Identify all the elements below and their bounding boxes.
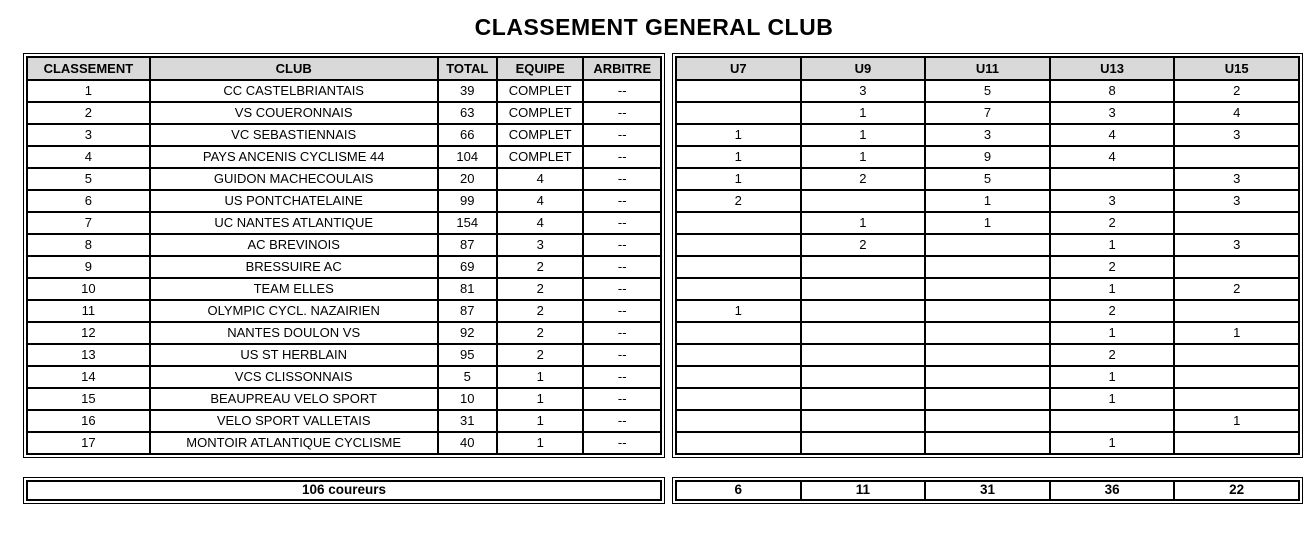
table-cell: TEAM ELLES (150, 278, 438, 300)
table-row (27, 410, 661, 432)
table-cell: 1 (676, 146, 801, 168)
table-cell: -- (583, 388, 661, 410)
table-cell (801, 322, 926, 344)
table-cell: OLYMPIC CYCL. NAZAIRIEN (150, 300, 438, 322)
table-cell (676, 344, 801, 366)
category-counts-table (675, 56, 1300, 455)
table-cell: 1 (1174, 322, 1299, 344)
table-cell: 63 (438, 102, 497, 124)
table-cell: -- (583, 102, 661, 124)
table-cell: -- (583, 124, 661, 146)
table-cell (925, 344, 1050, 366)
table-cell (1174, 300, 1299, 322)
table-row (27, 256, 661, 278)
table-cell: 2 (497, 322, 584, 344)
table-cell: BEAUPREAU VELO SPORT (150, 388, 438, 410)
table-cell: 3 (1174, 124, 1299, 146)
table-row (676, 300, 1299, 322)
table-cell (676, 278, 801, 300)
table-cell: 104 (438, 146, 497, 168)
table-row (27, 212, 661, 234)
table-cell (801, 344, 926, 366)
table-row (27, 300, 661, 322)
table-cell: GUIDON MACHECOULAIS (150, 168, 438, 190)
table-cell: VS COUERONNAIS (150, 102, 438, 124)
table-cell: 4 (497, 168, 584, 190)
table-row (676, 410, 1299, 432)
category-total-value: 36 (1050, 481, 1175, 500)
table-cell: 4 (27, 146, 150, 168)
table-cell (925, 322, 1050, 344)
table-cell (676, 388, 801, 410)
table-row (676, 212, 1299, 234)
table-cell (801, 366, 926, 388)
category-counts-table-block (672, 53, 1303, 458)
table-cell: 3 (1174, 234, 1299, 256)
table-row (676, 124, 1299, 146)
table-row (676, 278, 1299, 300)
table-cell: 1 (1050, 278, 1175, 300)
table-row (676, 146, 1299, 168)
column-header: EQUIPE (497, 57, 584, 80)
table-cell: AC BREVINOIS (150, 234, 438, 256)
table-cell: 9 (925, 146, 1050, 168)
table-cell: 3 (27, 124, 150, 146)
table-cell (1174, 432, 1299, 454)
table-cell: -- (583, 212, 661, 234)
table-cell: 2 (676, 190, 801, 212)
club-ranking-table-block (23, 53, 665, 458)
table-cell: 40 (438, 432, 497, 454)
table-cell (801, 256, 926, 278)
table-cell: 16 (27, 410, 150, 432)
table-cell: 2 (1174, 278, 1299, 300)
total-riders-table (26, 480, 662, 501)
table-cell: 1 (925, 190, 1050, 212)
table-cell: 2 (801, 234, 926, 256)
table-cell (801, 190, 926, 212)
table-cell: -- (583, 234, 661, 256)
footer-row (676, 481, 1299, 500)
table-cell: 10 (27, 278, 150, 300)
table-cell: 4 (1174, 102, 1299, 124)
table-row (676, 366, 1299, 388)
table-cell: 1 (497, 410, 584, 432)
category-totals-table (675, 480, 1300, 501)
table-cell: COMPLET (497, 146, 584, 168)
table-cell (676, 234, 801, 256)
table-cell: UC NANTES ATLANTIQUE (150, 212, 438, 234)
table-cell: 39 (438, 80, 497, 102)
table-row (676, 344, 1299, 366)
table-cell: COMPLET (497, 102, 584, 124)
table-cell: 8 (1050, 80, 1175, 102)
table-cell: 3 (1174, 168, 1299, 190)
table-cell (676, 80, 801, 102)
table-row (27, 146, 661, 168)
table-cell: -- (583, 344, 661, 366)
table-cell: 1 (676, 124, 801, 146)
table-cell (676, 212, 801, 234)
table-cell: 5 (27, 168, 150, 190)
table-cell: 1 (497, 432, 584, 454)
table-cell (925, 256, 1050, 278)
table-cell: PAYS ANCENIS CYCLISME 44 (150, 146, 438, 168)
table-cell (925, 300, 1050, 322)
table-row (27, 344, 661, 366)
table-cell (925, 432, 1050, 454)
category-totals-block (672, 477, 1303, 504)
table-cell: 31 (438, 410, 497, 432)
table-cell: 12 (27, 322, 150, 344)
table-cell: 5 (925, 80, 1050, 102)
table-cell: VELO SPORT VALLETAIS (150, 410, 438, 432)
table-cell: 11 (27, 300, 150, 322)
table-row (676, 190, 1299, 212)
table-cell: -- (583, 168, 661, 190)
table-cell: 92 (438, 322, 497, 344)
table-cell: 87 (438, 234, 497, 256)
table-cell: 13 (27, 344, 150, 366)
table-cell: MONTOIR ATLANTIQUE CYCLISME (150, 432, 438, 454)
table-cell: 2 (1174, 80, 1299, 102)
table-cell: 81 (438, 278, 497, 300)
table-cell (1174, 344, 1299, 366)
category-total-value: 31 (925, 481, 1050, 500)
footer-row (27, 481, 661, 500)
table-cell: 66 (438, 124, 497, 146)
table-row (676, 168, 1299, 190)
table-cell: -- (583, 256, 661, 278)
table-cell (925, 410, 1050, 432)
table-cell (925, 366, 1050, 388)
table-cell (1174, 146, 1299, 168)
column-header: U13 (1050, 57, 1175, 80)
category-total-value: 22 (1174, 481, 1299, 500)
table-cell (801, 388, 926, 410)
column-header: U7 (676, 57, 801, 80)
table-row (27, 80, 661, 102)
table-row (676, 256, 1299, 278)
table-cell (676, 366, 801, 388)
table-cell (801, 432, 926, 454)
table-cell: -- (583, 190, 661, 212)
table-row (676, 388, 1299, 410)
table-cell: 99 (438, 190, 497, 212)
table-row (27, 190, 661, 212)
table-cell: 2 (497, 278, 584, 300)
table-row (27, 234, 661, 256)
table-cell (1174, 212, 1299, 234)
table-cell: 2 (1050, 300, 1175, 322)
table-cell: US PONTCHATELAINE (150, 190, 438, 212)
table-cell: 8 (27, 234, 150, 256)
table-cell: US ST HERBLAIN (150, 344, 438, 366)
table-cell: CC CASTELBRIANTAIS (150, 80, 438, 102)
table-cell: 3 (801, 80, 926, 102)
table-cell: COMPLET (497, 124, 584, 146)
table-cell: 1 (801, 124, 926, 146)
table-cell: 2 (497, 256, 584, 278)
table-cell: BRESSUIRE AC (150, 256, 438, 278)
table-cell: -- (583, 80, 661, 102)
table-cell: 3 (1050, 102, 1175, 124)
table-cell: 1 (1050, 366, 1175, 388)
table-row (676, 234, 1299, 256)
table-cell: 2 (27, 102, 150, 124)
table-cell: 1 (27, 80, 150, 102)
table-cell: 69 (438, 256, 497, 278)
table-cell: 10 (438, 388, 497, 410)
table-cell: VCS CLISSONNAIS (150, 366, 438, 388)
club-ranking-table (26, 56, 662, 455)
table-cell: COMPLET (497, 80, 584, 102)
table-cell (925, 388, 1050, 410)
table-row (676, 432, 1299, 454)
table-cell (676, 410, 801, 432)
table-cell: 3 (925, 124, 1050, 146)
table-cell: 2 (497, 300, 584, 322)
table-cell: -- (583, 410, 661, 432)
table-cell: -- (583, 300, 661, 322)
table-cell: 17 (27, 432, 150, 454)
column-header: U9 (801, 57, 926, 80)
table-cell: 2 (801, 168, 926, 190)
table-cell: 20 (438, 168, 497, 190)
table-row (27, 388, 661, 410)
table-cell (801, 410, 926, 432)
table-cell: 2 (1050, 344, 1175, 366)
table-row (676, 80, 1299, 102)
table-cell (1174, 366, 1299, 388)
table-cell: -- (583, 322, 661, 344)
table-row (27, 366, 661, 388)
header-row (676, 57, 1299, 80)
table-cell (1050, 410, 1175, 432)
column-header: TOTAL (438, 57, 497, 80)
table-cell: 4 (497, 190, 584, 212)
table-cell: 7 (925, 102, 1050, 124)
table-cell: 5 (438, 366, 497, 388)
table-cell: 3 (1050, 190, 1175, 212)
table-row (27, 432, 661, 454)
table-cell: 2 (1050, 256, 1175, 278)
table-cell: 1 (1050, 388, 1175, 410)
column-header: CLASSEMENT (27, 57, 150, 80)
table-cell: 1 (801, 102, 926, 124)
table-cell: 2 (497, 344, 584, 366)
table-cell: 9 (27, 256, 150, 278)
total-riders-block (23, 477, 665, 504)
table-cell (676, 322, 801, 344)
category-total-value: 6 (676, 481, 801, 500)
table-cell: -- (583, 432, 661, 454)
table-cell: -- (583, 146, 661, 168)
table-cell (801, 300, 926, 322)
table-row (27, 124, 661, 146)
table-row (27, 102, 661, 124)
table-cell: NANTES DOULON VS (150, 322, 438, 344)
table-cell: 1 (676, 168, 801, 190)
table-cell (676, 102, 801, 124)
table-cell: 1 (801, 146, 926, 168)
table-cell: 4 (1050, 124, 1175, 146)
table-cell: 1 (676, 300, 801, 322)
page-title: CLASSEMENT GENERAL CLUB (474, 14, 834, 40)
column-header: U15 (1174, 57, 1299, 80)
table-cell: 3 (497, 234, 584, 256)
column-header: CLUB (150, 57, 438, 80)
table-cell: 4 (497, 212, 584, 234)
table-cell: -- (583, 366, 661, 388)
table-cell: 1 (925, 212, 1050, 234)
table-row (27, 168, 661, 190)
table-cell: 87 (438, 300, 497, 322)
table-cell: 1 (1050, 234, 1175, 256)
table-cell (676, 432, 801, 454)
table-cell: 7 (27, 212, 150, 234)
table-cell: 1 (1050, 432, 1175, 454)
table-cell (1050, 168, 1175, 190)
table-cell: 1 (801, 212, 926, 234)
table-cell: 5 (925, 168, 1050, 190)
table-cell: 1 (497, 366, 584, 388)
header-row (27, 57, 661, 80)
table-cell (925, 278, 1050, 300)
table-cell: 2 (1050, 212, 1175, 234)
table-cell (801, 278, 926, 300)
table-row (27, 278, 661, 300)
table-cell: 3 (1174, 190, 1299, 212)
table-cell: 1 (1050, 322, 1175, 344)
table-row (676, 322, 1299, 344)
table-cell: VC SEBASTIENNAIS (150, 124, 438, 146)
table-cell: 154 (438, 212, 497, 234)
total-riders-value: 106 coureurs (27, 481, 661, 500)
table-cell: 6 (27, 190, 150, 212)
table-cell: 1 (1174, 410, 1299, 432)
column-header: U11 (925, 57, 1050, 80)
category-total-value: 11 (801, 481, 926, 500)
column-header: ARBITRE (583, 57, 661, 80)
table-cell (676, 256, 801, 278)
table-row (676, 102, 1299, 124)
table-cell: 4 (1050, 146, 1175, 168)
table-cell: 15 (27, 388, 150, 410)
table-cell (925, 234, 1050, 256)
table-cell: 1 (497, 388, 584, 410)
table-cell: 95 (438, 344, 497, 366)
table-row (27, 322, 661, 344)
table-cell (1174, 256, 1299, 278)
table-cell: 14 (27, 366, 150, 388)
table-cell: -- (583, 278, 661, 300)
table-cell (1174, 388, 1299, 410)
